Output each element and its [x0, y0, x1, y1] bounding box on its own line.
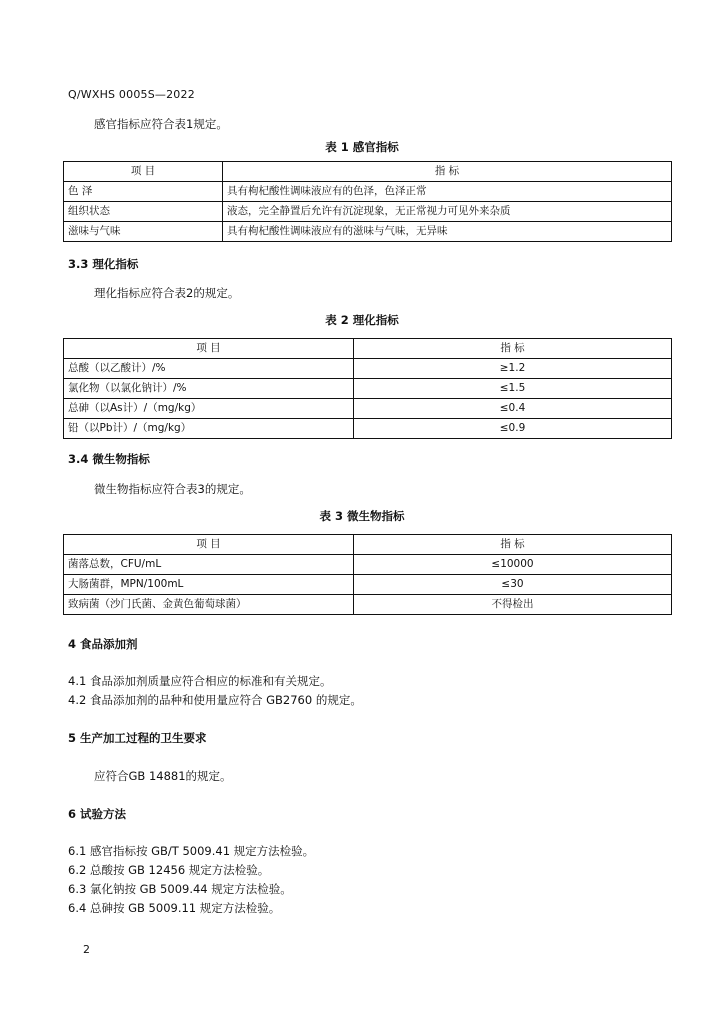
value-cell: ≤30	[354, 575, 672, 595]
section-5-title: 5 生产加工过程的卫生要求	[68, 731, 207, 745]
clause-6-2: 6.2 总酸按 GB 12456 规定方法检验。	[68, 863, 270, 877]
clause-4-2: 4.2 食品添加剂的品种和使用量应符合 GB2760 的规定。	[68, 693, 362, 707]
table3-caption: 表 3 微生物指标	[319, 509, 405, 523]
clause-6-4: 6.4 总砷按 GB 5009.11 规定方法检验。	[68, 901, 281, 915]
table-row	[64, 222, 672, 242]
sensory-table	[63, 161, 672, 242]
sensory-intro: 感官指标应符合表1规定。	[94, 117, 228, 131]
item-cell: 致病菌（沙门氏菌、金黄色葡萄球菌）	[64, 595, 354, 615]
value-cell: 具有枸杞酸性调味液应有的色泽，色泽正常	[223, 182, 672, 202]
physchem-table	[63, 338, 672, 439]
item-cell: 菌落总数，CFU/mL	[64, 555, 354, 575]
value-cell: 不得检出	[354, 595, 672, 615]
table-row	[64, 575, 672, 595]
clause-4-1: 4.1 食品添加剂质量应符合相应的标准和有关规定。	[68, 674, 332, 688]
header-indicator: 指 标	[354, 535, 672, 555]
header-item: 项 目	[64, 339, 354, 359]
value-cell: ≥1.2	[354, 359, 672, 379]
document-code: Q/WXHS 0005S—2022	[68, 88, 195, 101]
section-3-4-title: 3.4 微生物指标	[68, 452, 150, 466]
value-cell: ≤1.5	[354, 379, 672, 399]
item-cell: 总酸（以乙酸计）/%	[64, 359, 354, 379]
item-cell: 大肠菌群，MPN/100mL	[64, 575, 354, 595]
item-cell: 氯化物（以氯化钠计）/%	[64, 379, 354, 399]
table2-caption: 表 2 理化指标	[325, 313, 399, 327]
physchem-intro: 理化指标应符合表2的规定。	[94, 286, 240, 300]
value-cell: ≤0.4	[354, 399, 672, 419]
value-cell: 液态，完全静置后允许有沉淀现象，无正常视力可见外来杂质	[223, 202, 672, 222]
header-item: 项 目	[64, 535, 354, 555]
table-row	[64, 399, 672, 419]
item-cell: 总砷（以As计）/（mg/kg）	[64, 399, 354, 419]
table-header-row	[64, 339, 672, 359]
value-cell: 具有枸杞酸性调味液应有的滋味与气味，无异味	[223, 222, 672, 242]
table-row	[64, 379, 672, 399]
header-indicator: 指 标	[223, 162, 672, 182]
value-cell: ≤10000	[354, 555, 672, 575]
table-header-row	[64, 535, 672, 555]
clause-6-1: 6.1 感官指标按 GB/T 5009.41 规定方法检验。	[68, 844, 315, 858]
clause-6-3: 6.3 氯化钠按 GB 5009.44 规定方法检验。	[68, 882, 292, 896]
section-3-3-title: 3.3 理化指标	[68, 257, 139, 271]
page-number: 2	[83, 943, 90, 956]
section-4-title: 4 食品添加剂	[68, 637, 138, 651]
table-row	[64, 595, 672, 615]
item-cell: 组织状态	[64, 202, 223, 222]
table-row	[64, 419, 672, 439]
header-indicator: 指 标	[354, 339, 672, 359]
value-cell: ≤0.9	[354, 419, 672, 439]
table-row	[64, 555, 672, 575]
micro-intro: 微生物指标应符合表3的规定。	[94, 482, 251, 496]
table1-caption: 表 1 感官指标	[325, 140, 399, 154]
item-cell: 铅（以Pb计）/（mg/kg）	[64, 419, 354, 439]
table-header-row	[64, 162, 672, 182]
item-cell: 色 泽	[64, 182, 223, 202]
micro-table	[63, 534, 672, 615]
table-row	[64, 182, 672, 202]
table-row	[64, 202, 672, 222]
item-cell: 滋味与气味	[64, 222, 223, 242]
header-item: 项 目	[64, 162, 223, 182]
hygiene-text: 应符合GB 14881的规定。	[94, 769, 232, 783]
table-row	[64, 359, 672, 379]
section-6-title: 6 试验方法	[68, 807, 127, 821]
